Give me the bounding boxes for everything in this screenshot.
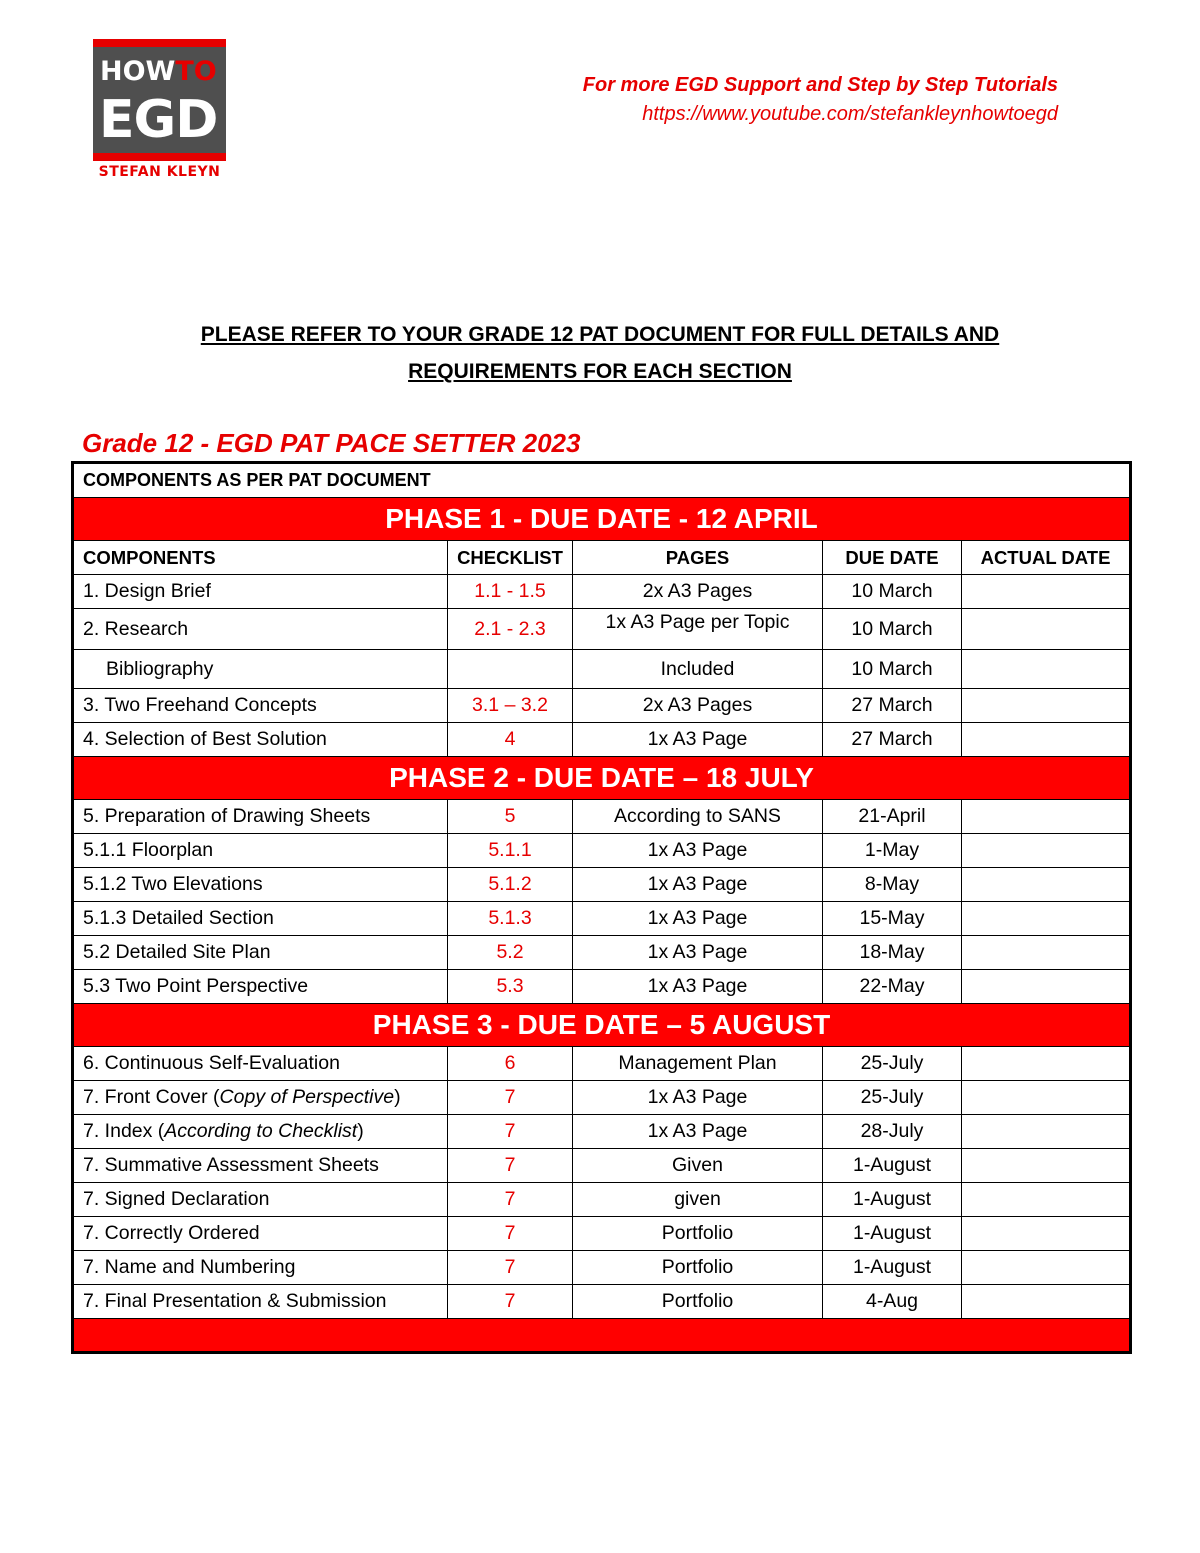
cell-actual-date[interactable] [962, 1081, 1131, 1115]
table-row [73, 834, 1131, 868]
cell-component: 5.1.2 Two Elevations [73, 868, 448, 902]
table-row [73, 575, 1131, 609]
cell-checklist [448, 650, 573, 689]
cell-checklist: 7 [448, 1115, 573, 1149]
cell-actual-date[interactable] [962, 868, 1131, 902]
cell-checklist: 7 [448, 1183, 573, 1217]
cell-component: 7. Final Presentation & Submission [73, 1285, 448, 1319]
cell-component: 7. Summative Assessment Sheets [73, 1149, 448, 1183]
cell-actual-date[interactable] [962, 1285, 1131, 1319]
table-row [73, 970, 1131, 1004]
cell-checklist: 7 [448, 1285, 573, 1319]
brand-logo [93, 39, 226, 180]
cell-component: 5.2 Detailed Site Plan [73, 936, 448, 970]
cell-actual-date[interactable] [962, 936, 1131, 970]
cell-component [73, 1081, 448, 1115]
col-header-pages: PAGES [573, 541, 823, 575]
cell-due-date: 21-April [823, 800, 962, 834]
cell-checklist: 5 [448, 800, 573, 834]
logo-author-name: STEFAN KLEYN [98, 164, 221, 180]
logo-egd-text: EGD [99, 90, 218, 150]
cell-component: 6. Continuous Self-Evaluation [73, 1047, 448, 1081]
cell-checklist: 7 [448, 1081, 573, 1115]
table-row [73, 723, 1131, 757]
component-text-end: ) [394, 1086, 401, 1108]
table-end-bar-cell [73, 1319, 1131, 1353]
cell-due-date: 1-August [823, 1183, 962, 1217]
logo-how-text: HOW [100, 56, 176, 87]
cell-due-date: 4-Aug [823, 1285, 962, 1319]
cell-pages: Included [573, 650, 823, 689]
cell-due-date: 8-May [823, 868, 962, 902]
table-row [73, 1217, 1131, 1251]
cell-checklist: 7 [448, 1251, 573, 1285]
table-row [73, 1183, 1131, 1217]
cell-checklist: 5.3 [448, 970, 573, 1004]
cell-due-date: 10 March [823, 575, 962, 609]
column-header-row [73, 541, 1131, 575]
cell-pages: 1x A3 Page [573, 1115, 823, 1149]
logo-top-bar [93, 39, 226, 47]
cell-checklist: 5.1.2 [448, 868, 573, 902]
table-row [73, 868, 1131, 902]
col-header-components: COMPONENTS [73, 541, 448, 575]
cell-component: 7. Correctly Ordered [73, 1217, 448, 1251]
cell-component [73, 1115, 448, 1149]
cell-actual-date[interactable] [962, 575, 1131, 609]
cell-actual-date[interactable] [962, 1217, 1131, 1251]
logo-to-text: TO [175, 56, 217, 87]
pace-setter-table [71, 461, 1132, 1354]
cell-pages: According to SANS [573, 800, 823, 834]
phase-3-header [73, 1004, 1131, 1047]
cell-due-date: 1-August [823, 1149, 962, 1183]
cell-checklist: 1.1 - 1.5 [448, 575, 573, 609]
cell-checklist: 5.1.3 [448, 902, 573, 936]
cell-actual-date[interactable] [962, 1047, 1131, 1081]
cell-actual-date[interactable] [962, 609, 1131, 650]
cell-actual-date[interactable] [962, 970, 1131, 1004]
cell-checklist: 5.1.1 [448, 834, 573, 868]
table-row [73, 1251, 1131, 1285]
cell-checklist: 4 [448, 723, 573, 757]
component-note: According to Checklist [164, 1120, 358, 1142]
table-row [73, 1285, 1131, 1319]
table-row [73, 936, 1131, 970]
cell-component: 5. Preparation of Drawing Sheets [73, 800, 448, 834]
cell-due-date: 28-July [823, 1115, 962, 1149]
cell-actual-date[interactable] [962, 834, 1131, 868]
cell-actual-date[interactable] [962, 1183, 1131, 1217]
cell-pages: Portfolio [573, 1217, 823, 1251]
cell-actual-date[interactable] [962, 902, 1131, 936]
cell-component: Bibliography [73, 650, 448, 689]
pace-setter-title: Grade 12 - EGD PAT PACE SETTER 2023 [82, 428, 581, 458]
cell-pages: Management Plan [573, 1047, 823, 1081]
cell-pages: Portfolio [573, 1251, 823, 1285]
cell-component: 3. Two Freehand Concepts [73, 689, 448, 723]
cell-pages: Given [573, 1149, 823, 1183]
cell-actual-date[interactable] [962, 800, 1131, 834]
table-row [73, 1149, 1131, 1183]
component-note: Copy of Perspective [219, 1086, 395, 1108]
cell-due-date: 1-August [823, 1251, 962, 1285]
cell-pages: Portfolio [573, 1285, 823, 1319]
cell-component: 1. Design Brief [73, 575, 448, 609]
cell-actual-date[interactable] [962, 1251, 1131, 1285]
phase-1-title: PHASE 1 - DUE DATE - 12 APRIL [73, 498, 1131, 541]
cell-pages: 1x A3 Page [573, 868, 823, 902]
table-row [73, 689, 1131, 723]
notice-line-2: REQUIREMENTS FOR EACH SECTION [408, 360, 792, 383]
cell-checklist: 7 [448, 1149, 573, 1183]
components-line-row [73, 463, 1131, 498]
cell-checklist: 3.1 – 3.2 [448, 689, 573, 723]
cell-pages: given [573, 1183, 823, 1217]
table-row [73, 609, 1131, 650]
cell-due-date: 27 March [823, 689, 962, 723]
logo-howto [100, 57, 217, 87]
col-header-due-date: DUE DATE [823, 541, 962, 575]
cell-actual-date[interactable] [962, 1149, 1131, 1183]
cell-component: 5.1.3 Detailed Section [73, 902, 448, 936]
cell-pages: 1x A3 Page [573, 834, 823, 868]
cell-due-date: 10 March [823, 650, 962, 689]
component-text: 7. Index ( [83, 1120, 165, 1142]
cell-pages: 1x A3 Page [573, 970, 823, 1004]
cell-actual-date[interactable] [962, 650, 1131, 689]
phase-1-header [73, 498, 1131, 541]
support-link[interactable]: https://www.youtube.com/stefankleynhowtoegd [642, 103, 1058, 125]
phase-2-header [73, 757, 1131, 800]
cell-component: 2. Research [73, 609, 448, 650]
cell-checklist: 6 [448, 1047, 573, 1081]
cell-due-date: 10 March [823, 609, 962, 650]
cell-checklist: 5.2 [448, 936, 573, 970]
cell-pages: 1x A3 Page [573, 1081, 823, 1115]
cell-checklist: 2.1 - 2.3 [448, 609, 573, 650]
logo-bottom-bar [93, 153, 226, 161]
phase-2-title: PHASE 2 - DUE DATE – 18 JULY [73, 757, 1131, 800]
support-tagline: For more EGD Support and Step by Step Tutorials [582, 74, 1058, 96]
component-text-end: ) [357, 1120, 364, 1142]
table-row [73, 1047, 1131, 1081]
cell-actual-date[interactable] [962, 723, 1131, 757]
cell-due-date: 25-July [823, 1047, 962, 1081]
cell-pages: 1x A3 Page per Topic [573, 609, 823, 650]
cell-due-date: 1-May [823, 834, 962, 868]
components-line: COMPONENTS AS PER PAT DOCUMENT [73, 463, 1131, 498]
cell-due-date: 15-May [823, 902, 962, 936]
cell-due-date: 27 March [823, 723, 962, 757]
cell-pages: 2x A3 Pages [573, 575, 823, 609]
support-info [583, 71, 1058, 129]
table-row [73, 1115, 1131, 1149]
cell-due-date: 1-August [823, 1217, 962, 1251]
cell-due-date: 22-May [823, 970, 962, 1004]
cell-checklist: 7 [448, 1217, 573, 1251]
cell-actual-date[interactable] [962, 689, 1131, 723]
table-row [73, 902, 1131, 936]
cell-pages: 2x A3 Pages [573, 689, 823, 723]
notice-heading [120, 316, 1080, 390]
cell-component: 7. Signed Declaration [73, 1183, 448, 1217]
cell-pages: 1x A3 Page [573, 936, 823, 970]
table-row [73, 650, 1131, 689]
cell-pages: 1x A3 Page [573, 723, 823, 757]
cell-pages: 1x A3 Page [573, 902, 823, 936]
component-text: 7. Front Cover ( [83, 1086, 220, 1108]
cell-actual-date[interactable] [962, 1115, 1131, 1149]
table-end-bar [73, 1319, 1131, 1353]
cell-due-date: 25-July [823, 1081, 962, 1115]
logo-box [93, 39, 226, 161]
notice-line-1: PLEASE REFER TO YOUR GRADE 12 PAT DOCUMENT FOR FULL DETAILS AND [200, 323, 1000, 346]
col-header-checklist: CHECKLIST [448, 541, 573, 575]
phase-3-title: PHASE 3 - DUE DATE – 5 AUGUST [73, 1004, 1131, 1047]
cell-component: 5.3 Two Point Perspective [73, 970, 448, 1004]
table-row [73, 800, 1131, 834]
col-header-actual-date: ACTUAL DATE [962, 541, 1131, 575]
table-row [73, 1081, 1131, 1115]
cell-component: 5.1.1 Floorplan [73, 834, 448, 868]
cell-due-date: 18-May [823, 936, 962, 970]
cell-component: 7. Name and Numbering [73, 1251, 448, 1285]
cell-component: 4. Selection of Best Solution [73, 723, 448, 757]
